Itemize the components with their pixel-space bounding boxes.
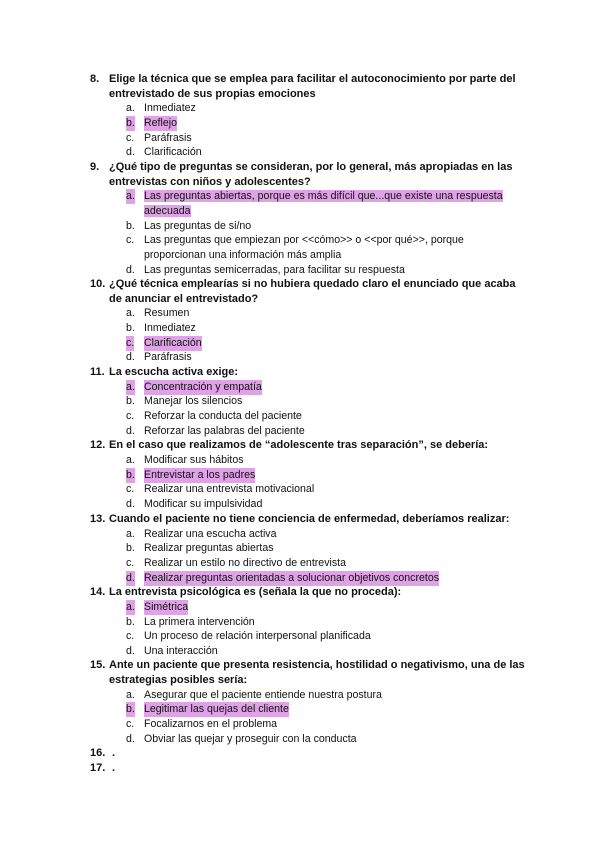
option-text: Inmediatez (144, 322, 196, 334)
option-letter: b. (126, 395, 135, 407)
question-text: ¿Qué técnica emplearías si no hubiera quedado claro el enunciado que acaba de anunciar el entrevistado? (109, 278, 516, 305)
question-15 (90, 658, 530, 688)
option-text: Un proceso de relación interpersonal planificada (144, 630, 371, 642)
option-text: Realizar una entrevista motivacional (144, 483, 315, 495)
option-letter: c. (126, 557, 135, 569)
option-text: Realizar un estilo no directivo de entrevista (144, 557, 346, 569)
question-number: 16. (90, 747, 106, 759)
option-letter: d. (126, 733, 135, 745)
option-letter: b. (126, 616, 135, 628)
option-text: Realizar preguntas abiertas (144, 542, 274, 554)
question-16 (90, 746, 530, 761)
question-11 (90, 365, 530, 380)
option-letter: a. (126, 381, 135, 393)
option-letter: b. (126, 220, 135, 232)
option-letter: d. (126, 146, 135, 158)
option-letter: d. (126, 572, 135, 584)
option-text: Las preguntas de si/no (144, 220, 252, 232)
option-letter: c. (126, 410, 135, 422)
question-8 (90, 72, 530, 102)
option-text: Las preguntas semicerradas, para facilitar su respuesta (144, 264, 405, 276)
option-text: Reflejo (144, 117, 177, 129)
question-number: 11. (90, 366, 105, 378)
option-letter: d. (126, 645, 135, 657)
question-text: ¿Qué tipo de preguntas se consideran, por lo general, más apropiadas en las entrevistas con niños y adolescentes? (109, 161, 513, 188)
option-text: Concentración y empatía (144, 381, 262, 393)
option-text: Las preguntas abiertas, porque es más difícil que...que existe una respuesta adecuada (144, 190, 503, 217)
option-text: Paráfrasis (144, 132, 192, 144)
option-text: Clarificación (144, 146, 202, 158)
option-text: La primera intervención (144, 616, 255, 628)
question-number: 8. (90, 73, 100, 85)
option-letter: a. (126, 528, 135, 540)
option-text: Entrevistar a los padres (144, 469, 256, 481)
question-number: 17. (90, 762, 106, 774)
option-text: Paráfrasis (144, 351, 192, 363)
option-text: Obviar las quejar y proseguir con la conducta (144, 733, 357, 745)
option-letter: a. (126, 102, 135, 114)
option-letter: c. (126, 234, 135, 246)
option-text: Resumen (144, 307, 190, 319)
option-letter: c. (126, 132, 135, 144)
option-letter: a. (126, 689, 135, 701)
question-text: Ante un paciente que presenta resistencia, hostilidad o negativismo, una de las estrategias posibles sería: (109, 659, 525, 686)
question-number: 10. (90, 278, 106, 290)
option-text: Realizar preguntas orientadas a solucionar objetivos concretos (144, 572, 440, 584)
question-14 (90, 585, 530, 600)
question-12 (90, 438, 530, 453)
option-text: Inmediatez (144, 102, 196, 114)
question-text: . (112, 747, 116, 759)
option-letter: b. (126, 703, 135, 715)
question-number: 12. (90, 439, 106, 451)
question-text: . (112, 762, 116, 774)
option-letter: c. (126, 630, 135, 642)
question-text: La escucha activa exige: (109, 366, 239, 378)
option-letter: a. (126, 454, 135, 466)
option-letter: d. (126, 351, 135, 363)
option-letter: a. (126, 601, 135, 613)
option-text: Reforzar la conducta del paciente (144, 410, 302, 422)
option-text: Una interacción (144, 645, 218, 657)
option-letter: b. (126, 117, 135, 129)
option-letter: c. (126, 483, 135, 495)
option-letter: b. (126, 542, 135, 554)
option-letter: c. (126, 718, 135, 730)
option-letter: d. (126, 425, 135, 437)
question-number: 9. (90, 161, 100, 173)
question-text: En el caso que realizamos de “adolescente tras separación”, se debería: (109, 439, 489, 451)
option-letter: a. (126, 307, 135, 319)
option-text: Manejar los silencios (144, 395, 243, 407)
option-letter: b. (126, 469, 135, 481)
option-text: Reforzar las palabras del paciente (144, 425, 305, 437)
question-text: Cuando el paciente no tiene conciencia de enfermedad, deberíamos realizar: (109, 513, 510, 525)
question-number: 13. (90, 513, 106, 525)
question-number: 15. (90, 659, 106, 671)
option-text: Focalizarnos en el problema (144, 718, 278, 730)
option-text: Modificar su impulsividad (144, 498, 263, 510)
option-text: Las preguntas que empiezan por <<cómo>> o <<por qué>>, porque proporcionan una información más amplia (144, 234, 464, 261)
option-text: Asegurar que el paciente entiende nuestra postura (144, 689, 382, 701)
question-13 (90, 512, 530, 527)
question-text: Elige la técnica que se emplea para facilitar el autoconocimiento por parte del entrevistado de sus propias emociones (109, 73, 516, 100)
option-text: Simétrica (144, 601, 189, 613)
option-letter: d. (126, 498, 135, 510)
question-17 (90, 761, 530, 776)
question-9 (90, 160, 530, 190)
option-letter: b. (126, 322, 135, 334)
question-number: 14. (90, 586, 106, 598)
option-letter: c. (126, 337, 135, 349)
option-text: Legitimar las quejas del cliente (144, 703, 289, 715)
option-letter: a. (126, 190, 135, 202)
option-letter: d. (126, 264, 135, 276)
question-text: La entrevista psicológica es (señala la que no proceda): (109, 586, 402, 598)
option-text: Modificar sus hábitos (144, 454, 244, 466)
option-text: Clarificación (144, 337, 202, 349)
option-text: Realizar una escucha activa (144, 528, 277, 540)
question-10 (90, 277, 530, 307)
